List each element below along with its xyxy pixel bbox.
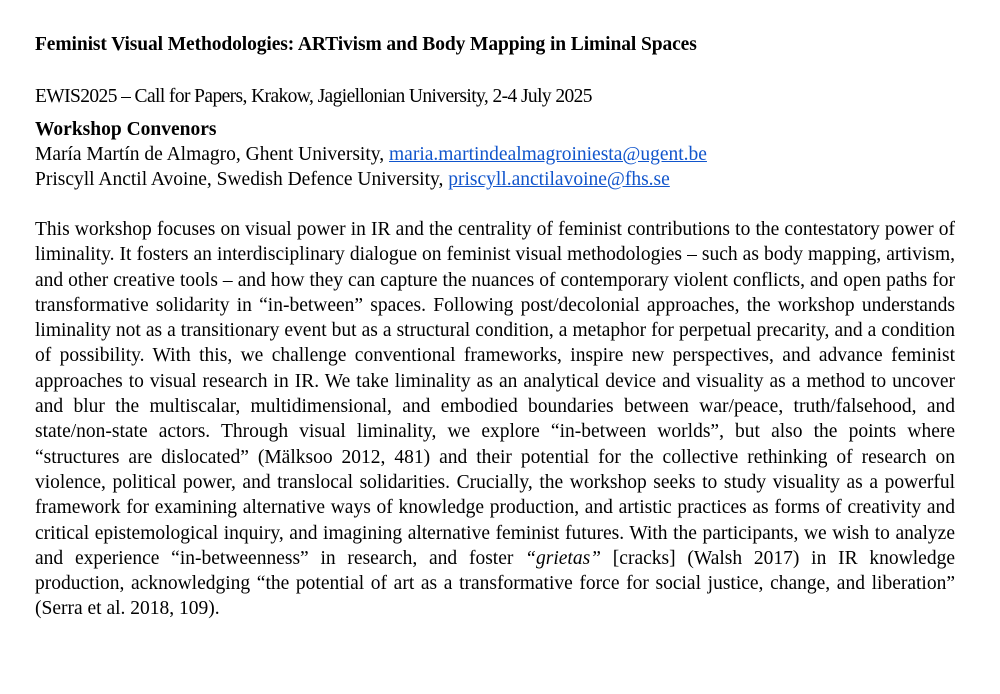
document-title: Feminist Visual Methodologies: ARTivism and Body Mapping in Liminal Spaces bbox=[35, 34, 697, 55]
convenors-heading: Workshop Convenors bbox=[35, 119, 217, 140]
document-subtitle: EWIS2025 – Call for Papers, Krakow, Jagiellonian University, 2-4 July 2025 bbox=[35, 86, 592, 107]
convenors-block bbox=[35, 117, 707, 192]
convenor-line bbox=[35, 167, 707, 192]
convenor-name-affiliation: María Martín de Almagro, Ghent University, bbox=[35, 144, 389, 165]
abstract-paragraph bbox=[35, 217, 955, 622]
abstract-text-part1: This workshop focuses on visual power in IR and the centrality of feminist contributions to the contestatory power of liminality. It fosters an interdisciplinary dialogue on feminist visual methodologies – such as body mapping, artivism, and other creative tools – and how they can capture the nuances of contemporary violent conflicts, and open paths for transformative solidarity in “in-between” spaces. Following post/decolonial approaches, the workshop understands liminality not as a transitionary event but as a structural condition, a metaphor for perpetual precarity, and a condition of possibility. With this, we challenge conventional frameworks, inspire new perspectives, and advance feminist approaches to visual research in IR. We take liminality as an analytical device and visuality as a method to uncover and blur the multiscalar, multidimensional, and embodied boundaries between war/peace, truth/falsehood, and state/non-state actors. Through visual liminality, we explore “in-between worlds”, but also the points where “structures are dislocated” (Mälksoo 2012, 481) and their potential for the collective rethinking of research on violence, political power, and translocal solidarities. Crucially, the workshop seeks to study visuality as a powerful framework for examining alternative ways of knowledge production, and artistic practices as forms of creativity and critical epistemological inquiry, and imagining alternative feminist futures. With the participants, we wish to analyze and experience “in-betweenness” in research, and foster bbox=[35, 219, 955, 569]
abstract-text-part2: [cracks] (Walsh 2017) in IR knowledge production, acknowledging “the potential of art as a transformative force for social justice, change, and liberation” (Serra et al. 2018, 109). bbox=[35, 547, 955, 620]
convenor-email-link[interactable]: priscyll.anctilavoine@fhs.se bbox=[448, 169, 670, 190]
convenor-name-affiliation: Priscyll Anctil Avoine, Swedish Defence University, bbox=[35, 169, 449, 190]
convenor-email-link[interactable]: maria.martindealmagroiniesta@ugent.be bbox=[389, 144, 707, 165]
abstract-italic-term: “grietas” bbox=[525, 547, 602, 569]
convenor-line bbox=[35, 142, 707, 167]
